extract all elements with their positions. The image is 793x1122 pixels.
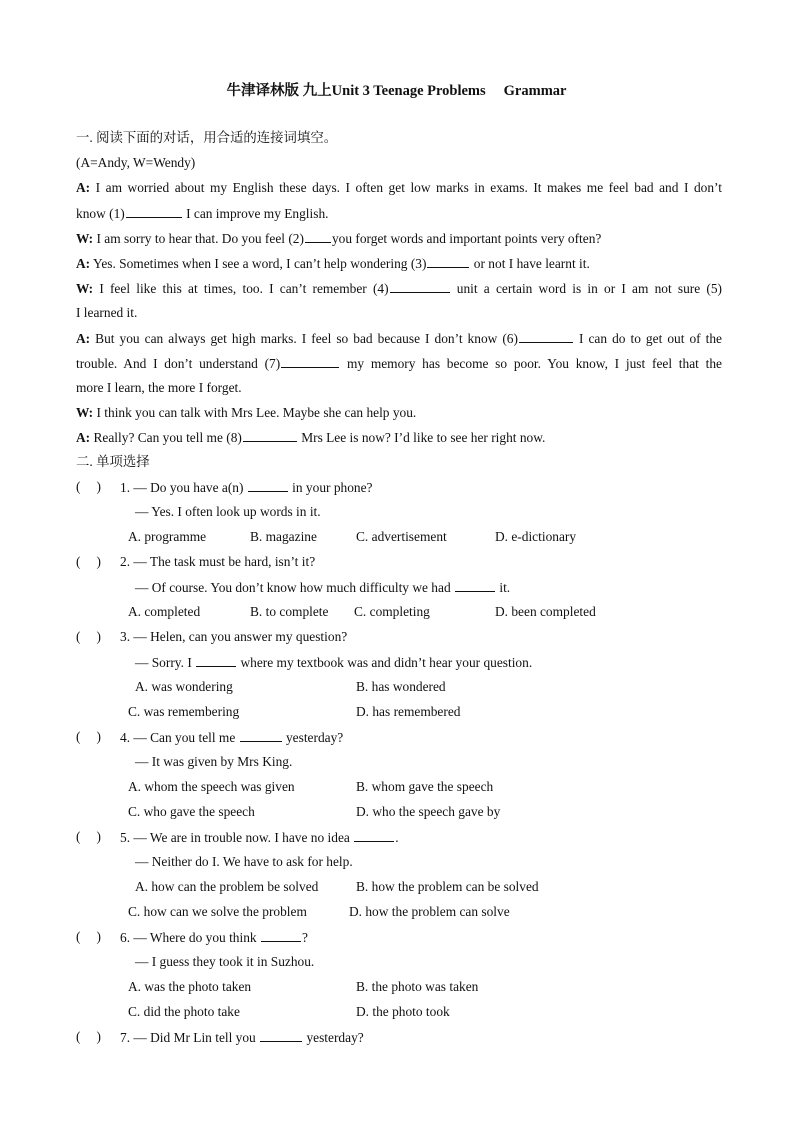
question-1: 1. — Do you have a(n) in your phone? xyxy=(120,480,373,495)
blank-7[interactable] xyxy=(281,355,339,368)
q2-option-c[interactable]: C. completing xyxy=(354,604,430,619)
q6-option-c[interactable]: C. did the photo take xyxy=(128,1004,240,1019)
q1-option-d[interactable]: D. e-dictionary xyxy=(495,529,577,544)
blank-3[interactable] xyxy=(427,255,469,268)
dialogue-line: A: I am worried about my English these days. I often get low marks in exams. It makes me feel bad and I don’t xyxy=(76,180,722,195)
question-6: 6. — Where do you think ? xyxy=(120,930,308,945)
q4-option-b[interactable]: B. whom gave the speech xyxy=(356,779,494,794)
q4-option-c[interactable]: C. who gave the speech xyxy=(128,804,255,819)
q1-blank[interactable] xyxy=(248,479,288,492)
q1-option-a[interactable]: A. programme xyxy=(128,529,207,544)
q1-option-c[interactable]: C. advertisement xyxy=(356,529,447,544)
q4-blank[interactable] xyxy=(240,729,282,742)
dialogue-line: A: Really? Can you tell me (8) Mrs Lee is now? I’d like to see her right now. xyxy=(76,430,546,445)
q3-option-b[interactable]: B. has wondered xyxy=(356,679,446,694)
q3-option-c[interactable]: C. was remembering xyxy=(128,704,240,719)
q6-option-b[interactable]: B. the photo was taken xyxy=(356,979,479,994)
section1-roles: (A=Andy, W=Wendy) xyxy=(76,155,196,170)
question-5: 5. — We are in trouble now. I have no idea . xyxy=(120,830,399,845)
q5-blank[interactable] xyxy=(354,829,394,842)
dialogue-line: W: I feel like this at times, too. I can’t remember (4) unit a certain word is in or I am not sure (5) xyxy=(76,281,722,296)
q5-option-d[interactable]: D. how the problem can solve xyxy=(349,904,510,919)
q5-option-c[interactable]: C. how can we solve the problem xyxy=(128,904,307,919)
q1-option-b[interactable]: B. magazine xyxy=(250,529,317,544)
q6-option-a[interactable]: A. was the photo taken xyxy=(128,979,252,994)
answer-bracket[interactable]: ( ) xyxy=(76,629,101,644)
dialogue-line: know (1) I can improve my English. xyxy=(76,206,329,221)
answer-bracket[interactable]: ( ) xyxy=(76,829,101,844)
question-7: 7. — Did Mr Lin tell you yesterday? xyxy=(120,1030,364,1045)
page-title xyxy=(0,79,793,100)
question-3: 3. — Helen, can you answer my question? xyxy=(120,629,348,644)
dialogue-line: A: Yes. Sometimes when I see a word, I can’t help wondering (3) or not I have learnt it. xyxy=(76,256,590,271)
q6-option-d[interactable]: D. the photo took xyxy=(356,1004,450,1019)
q2-option-a[interactable]: A. completed xyxy=(128,604,201,619)
q2-blank[interactable] xyxy=(455,579,495,592)
answer-bracket[interactable]: ( ) xyxy=(76,729,101,744)
question-4-reply: — It was given by Mrs King. xyxy=(135,754,293,769)
q3-blank[interactable] xyxy=(196,654,236,667)
question-6-reply: — I guess they took it in Suzhou. xyxy=(135,954,315,969)
q6-blank[interactable] xyxy=(261,929,301,942)
dialogue-line: A: But you can always get high marks. I feel so bad because I don’t know (6) I can do to get out of the xyxy=(76,331,722,346)
blank-6[interactable] xyxy=(519,330,573,343)
answer-bracket[interactable]: ( ) xyxy=(76,929,101,944)
blank-2[interactable] xyxy=(305,230,331,243)
q4-option-a[interactable]: A. whom the speech was given xyxy=(128,779,295,794)
question-1-reply: — Yes. I often look up words in it. xyxy=(135,504,321,519)
question-4: 4. — Can you tell me yesterday? xyxy=(120,730,344,745)
q4-option-d[interactable]: D. who the speech gave by xyxy=(356,804,501,819)
q5-option-b[interactable]: B. how the problem can be solved xyxy=(356,879,539,894)
dialogue-line: trouble. And I don’t understand (7) my memory has become so poor. You know, I just feel that the xyxy=(76,356,722,371)
section1-heading: 一. 阅读下面的对话，用合适的连接词填空。 xyxy=(76,130,338,145)
q5-option-a[interactable]: A. how can the problem be solved xyxy=(135,879,319,894)
q3-option-a[interactable]: A. was wondering xyxy=(135,679,233,694)
question-5-reply: — Neither do I. We have to ask for help. xyxy=(135,854,353,869)
question-2-reply: — Of course. You don’t know how much difficulty we had it. xyxy=(135,580,511,595)
answer-bracket[interactable]: ( ) xyxy=(76,479,101,494)
dialogue-line: I learned it. xyxy=(76,305,138,320)
q3-option-d[interactable]: D. has remembered xyxy=(356,704,461,719)
q7-blank[interactable] xyxy=(260,1029,302,1042)
q2-option-b[interactable]: B. to complete xyxy=(250,604,329,619)
answer-bracket[interactable]: ( ) xyxy=(76,1029,101,1044)
dialogue-line: W: I am sorry to hear that. Do you feel (2) you forget words and important points very often? xyxy=(76,231,602,246)
blank-4[interactable] xyxy=(390,280,450,293)
title-sub: Grammar xyxy=(503,83,567,99)
title-main: 牛津译林版 九上Unit 3 Teenage Problems xyxy=(226,83,486,99)
answer-bracket[interactable]: ( ) xyxy=(76,554,101,569)
q2-option-d[interactable]: D. been completed xyxy=(495,604,596,619)
dialogue-line: W: I think you can talk with Mrs Lee. Maybe she can help you. xyxy=(76,405,417,420)
blank-1[interactable] xyxy=(126,205,182,218)
dialogue-line: more I learn, the more I forget. xyxy=(76,380,242,395)
question-2: 2. — The task must be hard, isn’t it? xyxy=(120,554,316,569)
question-3-reply: — Sorry. I where my textbook was and didn’t hear your question. xyxy=(135,655,533,670)
section2-heading: 二. 单项选择 xyxy=(76,454,150,469)
blank-8[interactable] xyxy=(243,429,297,442)
